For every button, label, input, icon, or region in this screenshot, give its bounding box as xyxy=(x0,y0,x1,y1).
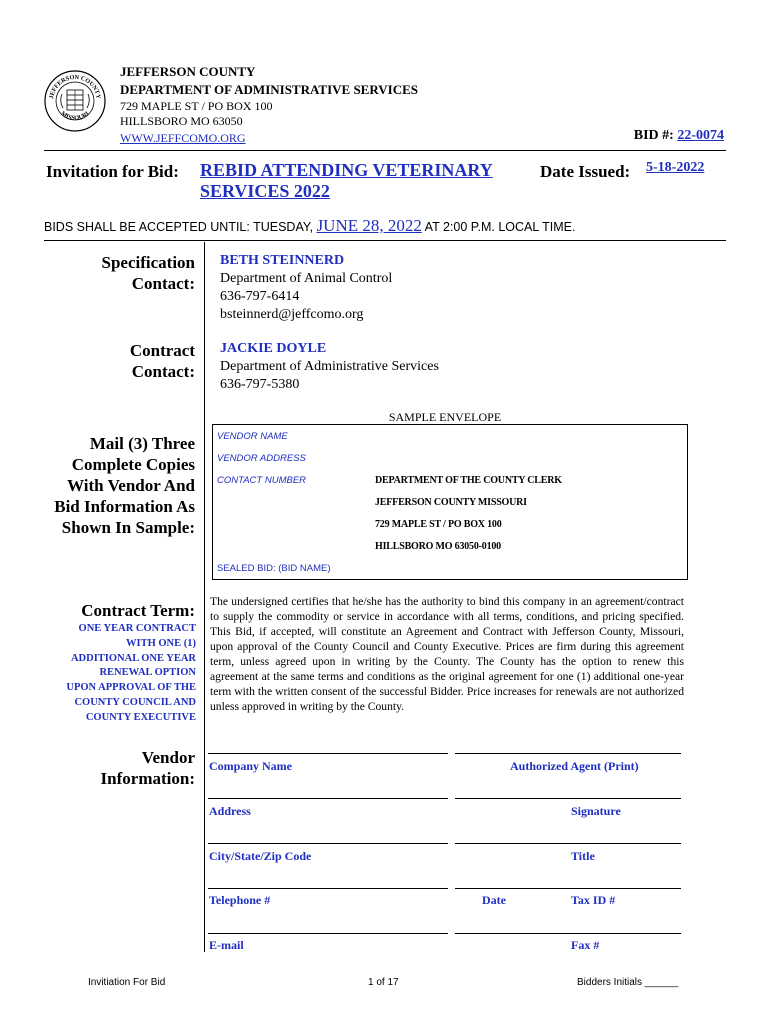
contract-term-line: ADDITIONAL ONE YEAR xyxy=(70,652,196,664)
title-label: Title xyxy=(571,849,595,863)
footer-bidders-initials: Bidders Initials ______ xyxy=(577,977,679,988)
contract-contact-phone: 636-797-5380 xyxy=(220,377,300,392)
envelope-recipient-line-3: 729 MAPLE ST / PO BOX 100 xyxy=(375,519,502,530)
company-name-field[interactable] xyxy=(208,753,448,754)
invitation-title-line-1: REBID ATTENDING VETERINARY xyxy=(200,160,493,180)
address-field[interactable] xyxy=(208,798,448,799)
contract-term-line: ONE YEAR CONTRACT xyxy=(78,623,196,634)
seal-top-text: JEFFERSON COUNTY xyxy=(48,73,102,100)
footer-page-number: 1 of 17 xyxy=(368,977,399,988)
department-name: DEPARTMENT OF ADMINISTRATIVE SERVICES xyxy=(120,82,419,97)
vendor-info-label xyxy=(101,747,195,789)
bid-deadline-suffix: AT 2:00 P.M. LOCAL TIME. xyxy=(424,220,576,234)
contract-contact-block xyxy=(220,340,439,394)
city-state-zip-field[interactable] xyxy=(208,843,448,844)
invitation-title-line-2: SERVICES 2022 xyxy=(200,181,330,201)
sample-envelope-title: SAMPLE ENVELOPE xyxy=(388,410,502,424)
org-name: JEFFERSON COUNTY xyxy=(120,64,256,79)
invitation-label: Invitation for Bid: xyxy=(46,162,179,181)
bid-number-label: BID #: xyxy=(633,128,674,143)
contract-contact-label-line-2: Contact: xyxy=(131,362,195,381)
contract-term-label: Contract Term: xyxy=(81,601,195,620)
spec-contact-block xyxy=(220,252,392,324)
spec-contact-department: Department of Animal Control xyxy=(220,271,393,286)
email-field[interactable] xyxy=(208,933,448,934)
company-name-label: Company Name xyxy=(209,759,292,773)
bid-number-value: 22-0074 xyxy=(677,128,724,143)
spec-contact-label-line-2: Contact: xyxy=(131,274,195,293)
contract-contact-name: JACKIE DOYLE xyxy=(220,341,327,356)
mail-label-line: With Vendor And xyxy=(67,476,195,495)
spec-contact-name: BETH STEINNERD xyxy=(220,253,345,268)
envelope-vendor-name: VENDOR NAME xyxy=(217,431,288,442)
authorized-agent-label: Authorized Agent (Print) xyxy=(510,759,639,773)
vendor-info-label-line-1: Vendor xyxy=(141,748,195,767)
bid-deadline-date: JUNE 28, 2022 xyxy=(316,216,422,235)
tax-id-label: Tax ID # xyxy=(571,893,616,907)
contract-term-line: UPON APPROVAL OF THE xyxy=(66,682,196,694)
telephone-field[interactable] xyxy=(208,888,448,889)
address-line-1: 729 MAPLE ST / PO BOX 100 xyxy=(120,99,273,113)
telephone-label: Telephone # xyxy=(209,893,271,907)
envelope-recipient-line-4: HILLSBORO MO 63050-0100 xyxy=(375,541,501,552)
email-label: E-mail xyxy=(209,938,244,952)
address-label: Address xyxy=(209,804,251,818)
date-label: Date xyxy=(482,893,506,907)
column-divider xyxy=(204,242,205,952)
envelope-contact-number: CONTACT NUMBER xyxy=(217,475,307,486)
date-issued-value: 5-18-2022 xyxy=(646,160,705,175)
date-issued-label: Date Issued: xyxy=(540,162,631,181)
seal-bottom-text: MISSOURI xyxy=(59,110,91,122)
vendor-info-label-line-2: Information: xyxy=(100,769,195,788)
contract-term-details xyxy=(50,622,196,726)
envelope-sealed-bid: SEALED BID: (BID NAME) xyxy=(217,563,331,574)
contract-contact-label-line-1: Contract xyxy=(129,341,195,360)
spec-contact-label xyxy=(102,252,196,294)
authorized-agent-field[interactable] xyxy=(455,753,681,754)
envelope-recipient-line-1: DEPARTMENT OF THE COUNTY CLERK xyxy=(375,475,562,486)
envelope-vendor-address: VENDOR ADDRESS xyxy=(217,453,306,464)
svg-text:MISSOURI xyxy=(60,110,91,122)
date-tax-id-field[interactable] xyxy=(455,888,681,889)
signature-field[interactable] xyxy=(455,798,681,799)
mail-label-line: Shown In Sample: xyxy=(61,518,195,537)
mail-label-line: Mail (3) Three xyxy=(89,434,195,453)
certification-paragraph: The undersigned certifies that he/she has the authority to bind this company in an agreement/contract to supply the commodity or service in accordance with all terms, conditions, and pricing specified. This Bid, if accepted, will constitute an Agreement and Contract with Jefferson County, Missouri, upon approval of the County Council and County Executive. Prices are firm during this agreement term, unless agreed upon in writing by the County. The County has the option to renew this agreement at the same terms and conditions as the original agreement for one (1) additional one-year term with the written consent of the successful Bidder. Price increases for renewals are not authorized unless approved in writing by the County. xyxy=(210,595,684,713)
city-state-zip-label: City/State/Zip Code xyxy=(209,849,312,863)
contract-term-line: WITH ONE (1) xyxy=(125,637,196,649)
deadline-divider xyxy=(44,240,726,241)
website-link[interactable]: WWW.JEFFCOMO.ORG xyxy=(120,131,246,145)
bid-deadline-prefix: BIDS SHALL BE ACCEPTED UNTIL: TUESDAY, xyxy=(44,220,314,234)
signature-label: Signature xyxy=(571,804,621,818)
envelope-recipient-line-2: JEFFERSON COUNTY MISSOURI xyxy=(375,497,527,508)
footer-document-name: Invitiation For Bid xyxy=(88,977,166,988)
header-divider xyxy=(44,150,726,151)
mail-label-line: Complete Copies xyxy=(71,455,195,474)
contract-contact-department: Department of Administrative Services xyxy=(220,359,439,374)
contract-term-line: COUNTY EXECUTIVE xyxy=(85,711,196,723)
contract-contact-label xyxy=(130,340,195,382)
sample-envelope xyxy=(212,424,688,580)
contract-term-line: RENEWAL OPTION xyxy=(99,667,196,679)
spec-contact-label-line-1: Specification xyxy=(101,253,195,272)
spec-contact-email[interactable]: bsteinnerd@jeffcomo.org xyxy=(220,307,364,322)
contract-term-line: COUNTY COUNCIL AND xyxy=(74,696,196,708)
mail-instructions-label xyxy=(54,433,195,538)
bid-number xyxy=(634,128,724,144)
bid-deadline xyxy=(44,216,575,236)
fax-field[interactable] xyxy=(455,933,681,934)
fax-label: Fax # xyxy=(571,938,600,952)
county-seal-icon xyxy=(44,70,106,132)
title-field[interactable] xyxy=(455,843,681,844)
address-line-2: HILLSBORO MO 63050 xyxy=(120,114,243,128)
invitation-title xyxy=(200,160,493,202)
spec-contact-phone: 636-797-6414 xyxy=(220,289,300,304)
mail-label-line: Bid Information As xyxy=(54,497,195,516)
